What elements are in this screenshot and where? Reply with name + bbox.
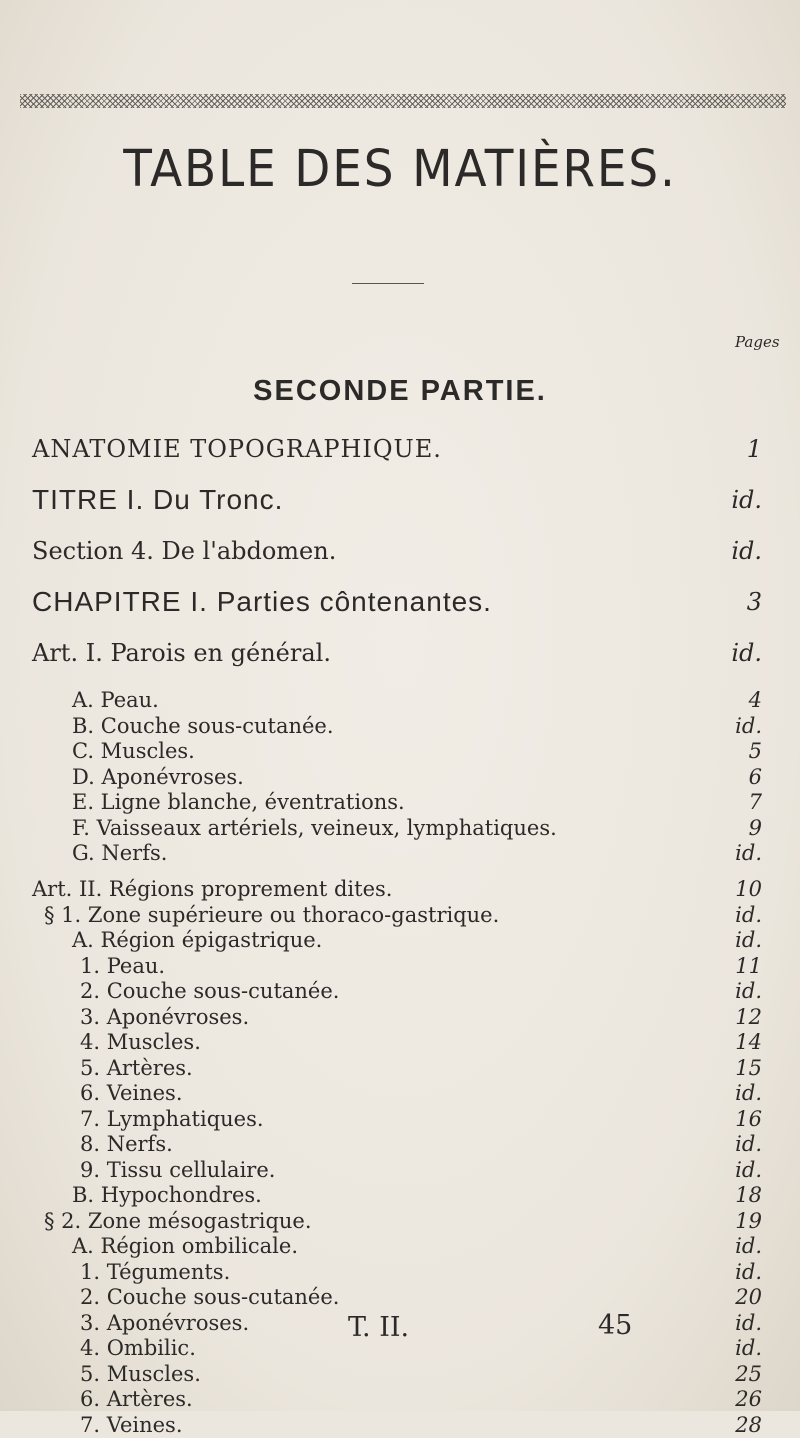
toc-entry-label: A. Région ombilicale. [72, 1234, 299, 1258]
toc-entry-label: G. Nerfs. [72, 841, 168, 865]
toc-entry-label: 8. Nerfs. [80, 1132, 173, 1156]
toc-entry [0, 876, 800, 902]
toc-entry-page: id. [735, 902, 762, 927]
toc-entry-label: 1. Téguments. [80, 1259, 231, 1284]
toc-entry [0, 1259, 800, 1285]
toc-entry-page: 12 [735, 1004, 762, 1029]
toc-entry-label: C. Muscles. [72, 739, 195, 763]
toc-entry-page: 7 [748, 790, 762, 814]
toc-entry [0, 1412, 800, 1438]
toc-entry-page: 10 [735, 877, 762, 901]
toc-entry-label: 4. Ombilic. [80, 1336, 196, 1360]
toc-entry-label: 7. Veines. [80, 1412, 183, 1437]
toc-entry-label: Section 4. De l'abdomen. [32, 537, 337, 565]
toc-entry-label: 4. Muscles. [80, 1030, 201, 1054]
toc-entry-page: id. [735, 1132, 762, 1156]
toc-entry-page: 16 [735, 1106, 762, 1131]
toc-entry [0, 585, 800, 619]
toc-entry-label: § 2. Zone mésogastrique. [44, 1208, 312, 1233]
toc-entry [0, 927, 800, 953]
toc-entry-label: 2. Couche sous-cutanée. [80, 1285, 340, 1309]
toc-entry [0, 713, 800, 739]
toc-entry-page: id. [735, 1336, 762, 1360]
ornamental-rule [20, 94, 786, 108]
toc-entry-label: A. Région épigastrique. [72, 928, 323, 952]
toc-entry-label: Art. I. Parois en général. [32, 639, 331, 667]
title-divider [352, 283, 424, 284]
toc-entry-page: id. [735, 979, 762, 1003]
toc-entry-label: TITRE I. Du Tronc. [32, 484, 284, 515]
toc-entry-label: 6. Veines. [80, 1081, 183, 1105]
toc-entry-label: CHAPITRE I. Parties côntenantes. [32, 586, 492, 617]
toc-entry-page: id. [735, 928, 762, 952]
toc-entry-page: 11 [735, 953, 762, 978]
toc-entry-page: 1 [746, 435, 762, 463]
toc-entry-page: 5 [748, 739, 762, 763]
toc-entry-label: D. Aponévroses. [72, 764, 244, 789]
toc-entry [0, 902, 800, 928]
toc-entry-label: 6. Artères. [80, 1387, 193, 1411]
toc-entry-label: 2. Couche sous-cutanée. [80, 979, 340, 1003]
toc-entry [0, 483, 800, 517]
toc-entry-page: 14 [735, 1030, 762, 1054]
toc-entry-page: id. [731, 639, 762, 667]
toc-entry-label: B. Hypochondres. [72, 1183, 262, 1207]
toc-entry-page: 4 [748, 688, 762, 712]
toc-entry [0, 1361, 800, 1387]
toc-entry-label: 7. Lymphatiques. [80, 1106, 264, 1131]
toc-entry-page: 15 [735, 1055, 762, 1080]
toc-entry [0, 764, 800, 790]
toc-entry-page: 25 [735, 1361, 762, 1386]
toc-entry [0, 1055, 800, 1081]
toc-entry-label: A. Peau. [72, 688, 159, 712]
toc-entry-page: id. [735, 1234, 762, 1258]
toc-entry-page: 19 [735, 1208, 762, 1233]
toc-entry-label: 5. Artères. [80, 1055, 193, 1080]
toc-entry-page: id. [735, 1310, 762, 1335]
toc-entry [0, 815, 800, 841]
toc-entry [0, 1157, 800, 1183]
toc-entry [0, 1029, 800, 1055]
toc-entry [0, 1233, 800, 1259]
toc-entry [0, 1131, 800, 1157]
toc-entry [0, 1284, 800, 1310]
toc-entry-label: ANATOMIE TOPOGRAPHIQUE. [32, 435, 442, 463]
part-title: SECONDE PARTIE. [253, 375, 547, 407]
toc-entry [0, 636, 800, 670]
toc-entry-page: 20 [735, 1285, 762, 1309]
toc-entry [0, 953, 800, 979]
toc-entry-label: 5. Muscles. [80, 1361, 201, 1386]
toc-entry [0, 534, 800, 568]
gathering-number: 45 [598, 1310, 633, 1341]
toc-entry-page: id. [731, 537, 762, 565]
signature-mark: T. II. [348, 1312, 410, 1343]
toc-entry-page: 6 [748, 764, 762, 789]
toc-entry-page: id. [735, 1259, 762, 1284]
page-title: TABLE DES MATIÈRES. [123, 140, 677, 199]
toc-entry-label: Art. II. Régions proprement dites. [32, 877, 393, 901]
toc-entry-label: F. Vaisseaux artériels, veineux, lymphatiques. [72, 815, 557, 840]
toc-entry [0, 1182, 800, 1208]
toc-entry-label: B. Couche sous-cutanée. [72, 713, 334, 738]
pages-column-label: Pages [735, 333, 780, 351]
toc-entry [0, 1208, 800, 1234]
toc-entry-label: E. Ligne blanche, éventrations. [72, 790, 405, 814]
toc-entry-page: 28 [735, 1412, 762, 1437]
toc-entry-page: id. [735, 713, 762, 738]
toc-entry-page: id. [735, 1081, 762, 1105]
toc-entry-label: 3. Aponévroses. [80, 1004, 250, 1029]
toc-entry [0, 687, 800, 713]
toc-entry [0, 840, 800, 866]
toc-entry [0, 1080, 800, 1106]
toc-entry [0, 1106, 800, 1132]
toc-entry-label: § 1. Zone supérieure ou thoraco-gastrique. [44, 902, 500, 927]
toc-entry [0, 1386, 800, 1412]
toc-entry [0, 789, 800, 815]
toc-entry-label: 3. Aponévroses. [80, 1310, 250, 1335]
toc-entry-page: id. [731, 486, 762, 514]
toc-entry [0, 432, 800, 466]
toc-entry-page: id. [735, 841, 762, 865]
toc-entry [0, 1004, 800, 1030]
toc-entry-page: id. [735, 1157, 762, 1182]
toc-entry-label: 9. Tissu cellulaire. [80, 1157, 276, 1182]
toc-entry-page: 18 [735, 1183, 762, 1207]
toc-entry [0, 978, 800, 1004]
toc-entry-page: 3 [746, 588, 762, 616]
toc-entry-page: 26 [735, 1387, 762, 1411]
toc-entry [0, 738, 800, 764]
toc-entry-page: 9 [748, 815, 762, 840]
toc-entry-label: 1. Peau. [80, 953, 166, 978]
